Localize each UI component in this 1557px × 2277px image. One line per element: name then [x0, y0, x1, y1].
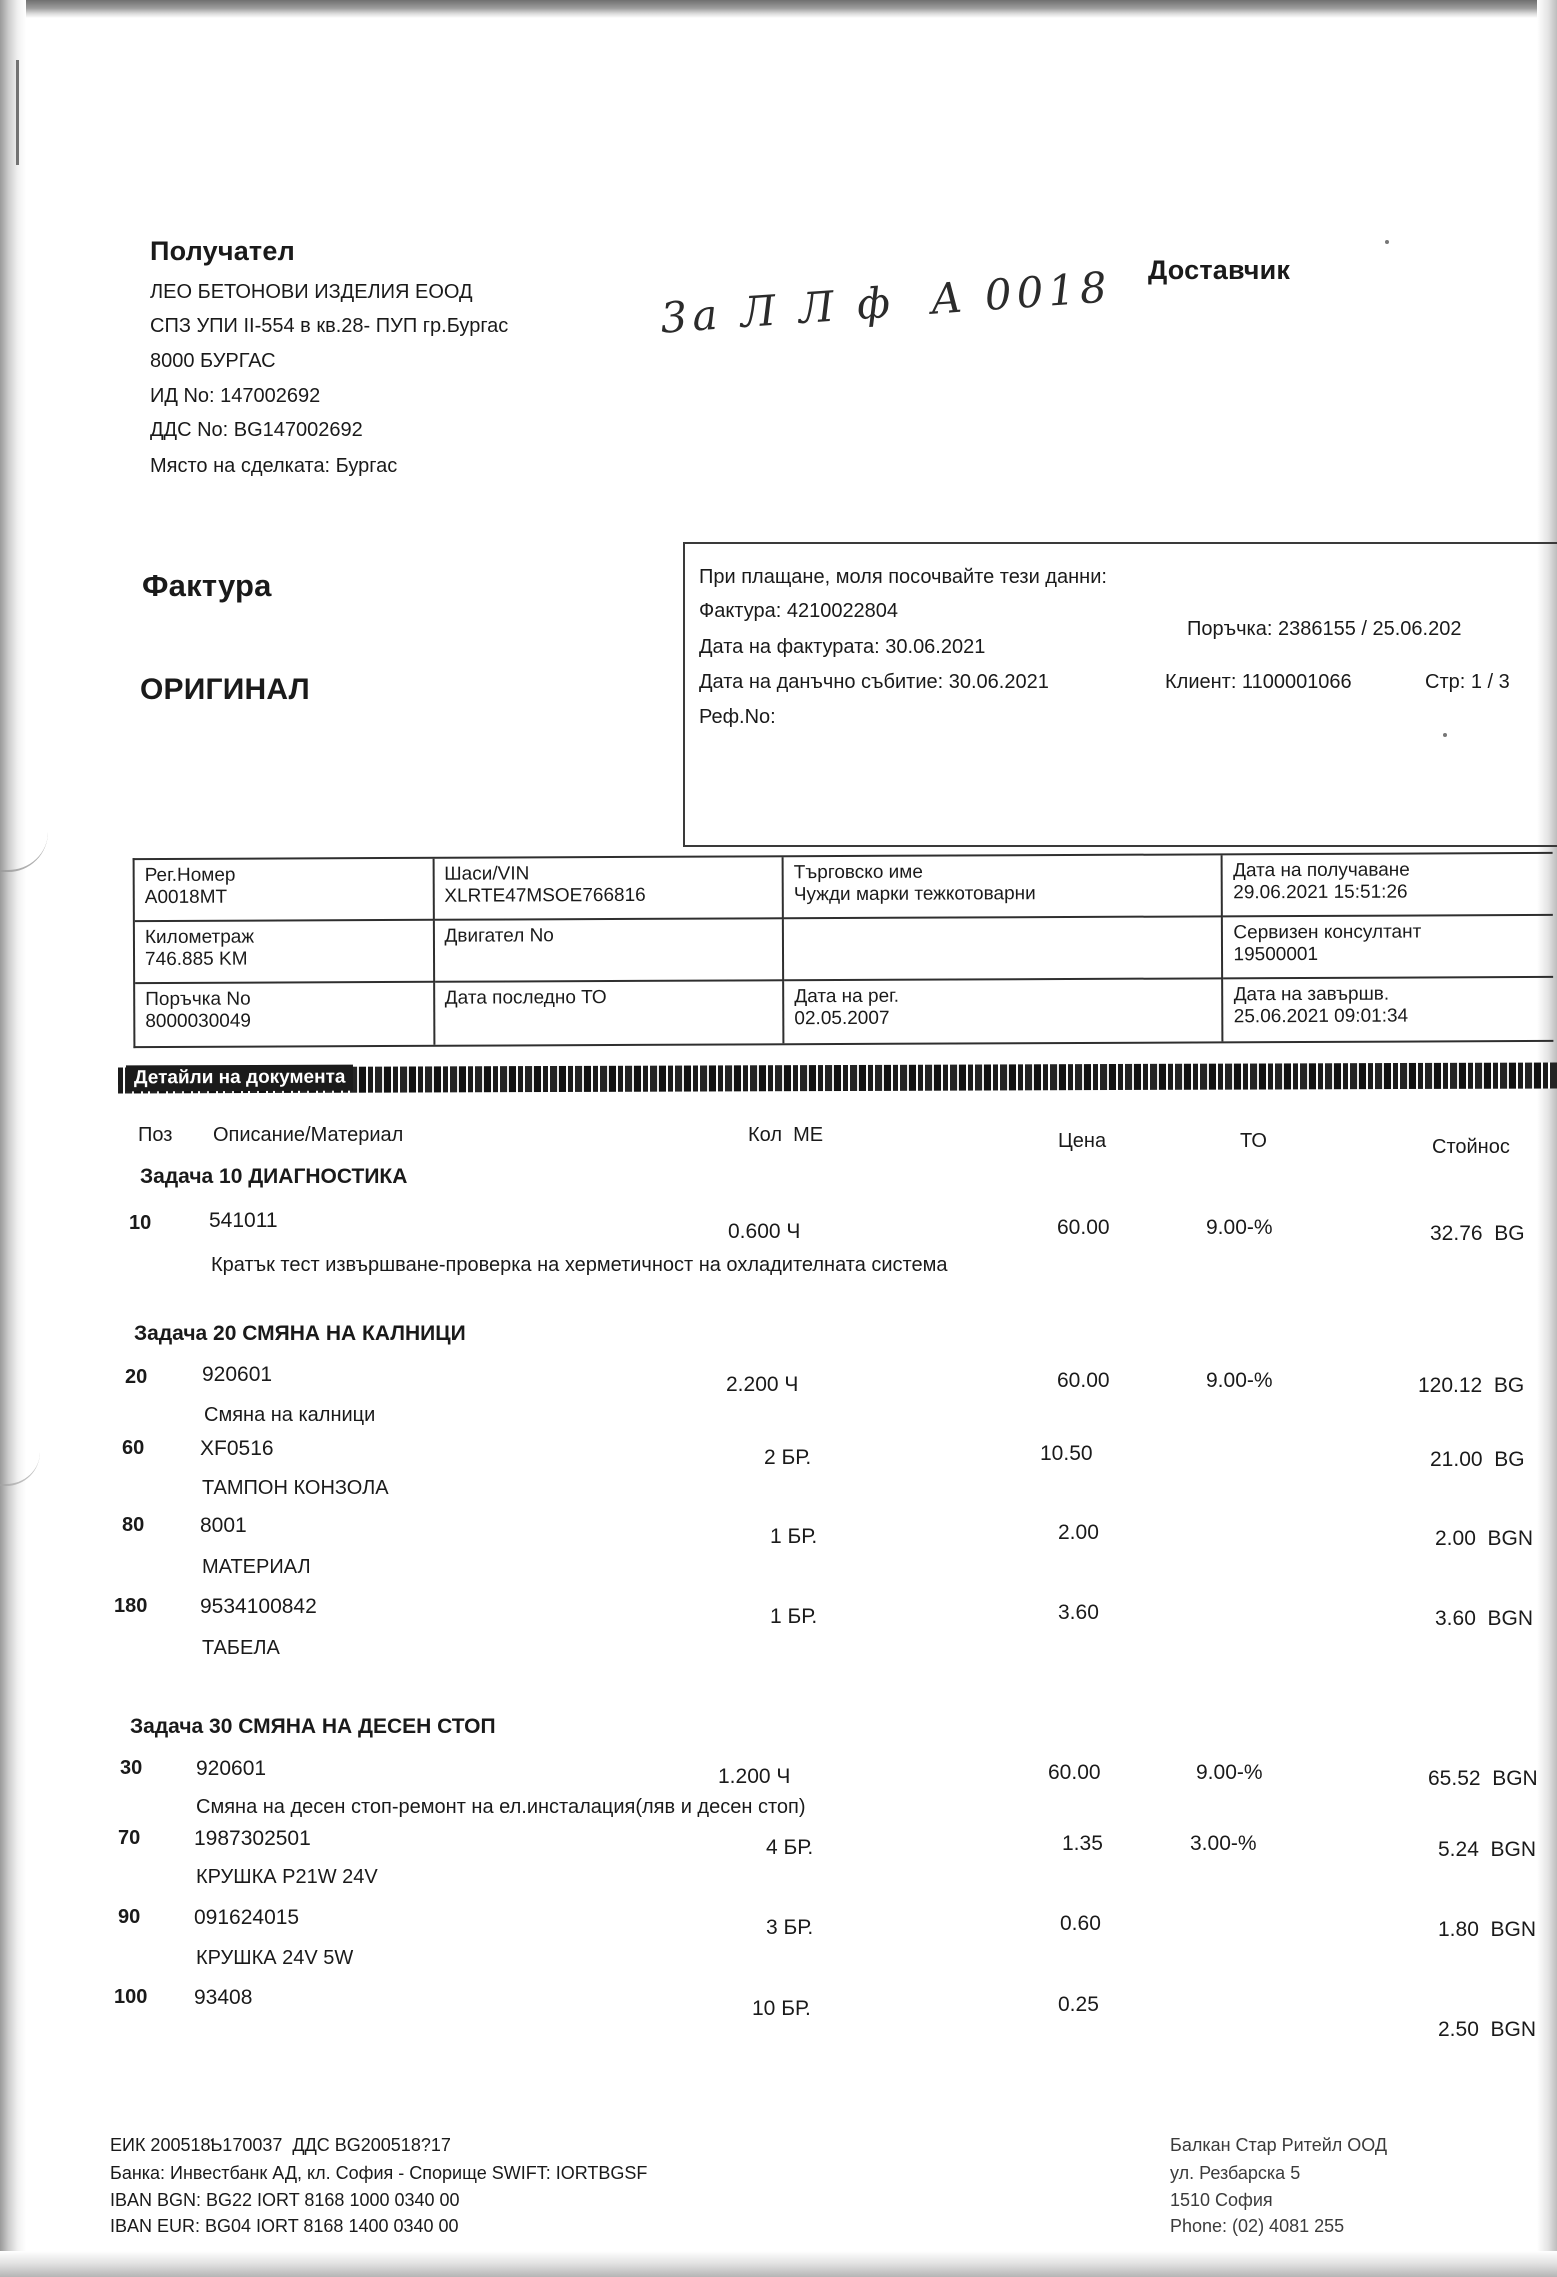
table-row — [135, 978, 1553, 1046]
paper-curl-mark — [0, 830, 48, 872]
recipient-line-3: ИД No: 147002692 — [150, 385, 321, 407]
scan-speck — [1385, 240, 1389, 244]
row-material: 920601 — [202, 1363, 273, 1386]
cell-reg-number — [135, 859, 435, 922]
row-qty: 4 БР. — [766, 1836, 814, 1859]
invoice-heading: Фактура — [142, 568, 272, 603]
payment-data-box — [683, 542, 1557, 847]
supplier-heading: Доставчик — [1148, 255, 1291, 285]
recipient-line-0: ЛЕО БЕТОНОВИ ИЗДЕЛИЯ ЕООД — [150, 281, 473, 303]
details-banner-label: Детайли на документа — [126, 1065, 354, 1092]
cell-label: Поръчка No — [145, 988, 251, 1011]
cell-value: A0018MT — [144, 886, 228, 908]
cell-label: Километраж — [144, 926, 255, 949]
cell-value: 19500001 — [1233, 943, 1319, 966]
column-header-pos: Поз — [138, 1124, 173, 1146]
row-description: КРУШКА 24V 5W — [196, 1947, 354, 1969]
recipient-line-1: СПЗ УПИ II-554 в кв.28- ПУП гр.Бургас — [150, 315, 509, 337]
row-material: 93408 — [194, 1986, 253, 2009]
cell-label: Дата на получаване — [1233, 859, 1410, 882]
cell-label: Рег.Номер — [144, 864, 236, 887]
row-amount: 3.60 BGN — [1435, 1607, 1534, 1630]
cell-vin — [434, 857, 784, 921]
footer-supplier-street: ул. Резбарска 5 — [1170, 2163, 1301, 2183]
payment-order-number: Поръчка: 2386155 / 25.06.202 — [1187, 618, 1462, 640]
row-qty: 10 БР. — [752, 1997, 811, 2020]
payment-invoice-date: Дата на фактурата: 30.06.2021 — [699, 636, 986, 658]
payment-tax-event-date: Дата на данъчно събитие: 30.06.2021 — [699, 671, 1049, 693]
cell-label: Сервизен консултант — [1233, 921, 1422, 944]
cell-value: 25.06.2021 09:01:34 — [1233, 1005, 1409, 1028]
cell-value: 29.06.2021 15:51:26 — [1233, 881, 1408, 904]
cell-received-date — [1223, 854, 1553, 917]
cell-mileage — [135, 921, 435, 984]
scan-top-shadow — [0, 0, 1557, 18]
table-row — [135, 854, 1553, 922]
row-price: 10.50 — [1040, 1442, 1093, 1465]
row-pos: 180 — [114, 1595, 148, 1617]
row-pos: 90 — [118, 1906, 141, 1928]
footer-iban-bgn: IBAN BGN: BG22 IORT 8168 1000 0340 00 — [110, 2190, 460, 2210]
cell-value: 746.885 KM — [144, 948, 248, 970]
cell-order-no — [135, 983, 435, 1046]
column-header-qty: Кол МЕ — [748, 1124, 824, 1146]
row-material: 9534100842 — [200, 1595, 317, 1618]
row-pos: 60 — [122, 1437, 145, 1459]
cell-value: XLRTE47MSOE766816 — [444, 884, 646, 907]
payment-note: При плащане, моля посочвайте тези данни: — [699, 566, 1107, 588]
column-header-amount: Стойнос — [1432, 1136, 1510, 1158]
row-description: КРУШКА P21W 24V — [196, 1866, 378, 1888]
row-description: ТАБЕЛА — [202, 1637, 280, 1659]
row-amount: 1.80 BGN — [1438, 1918, 1537, 1941]
row-material: 1987302501 — [194, 1827, 311, 1850]
row-amount: 32.76 BG — [1430, 1222, 1525, 1245]
scan-bottom-shadow — [0, 2251, 1557, 2277]
scan-left-edge — [0, 0, 26, 2277]
payment-invoice-number: Фактура: 4210022804 — [699, 600, 899, 622]
cell-value: Чужди марки тежкотоварни — [793, 883, 1036, 906]
recipient-heading: Получател — [150, 236, 295, 266]
recipient-line-2: 8000 БУРГАС — [150, 350, 276, 372]
row-amount: 2.00 BGN — [1435, 1527, 1534, 1550]
cell-registration-date — [784, 979, 1224, 1043]
row-pos: 10 — [129, 1212, 152, 1234]
row-description: ТАМПОН КОНЗОЛА — [202, 1477, 389, 1499]
footer-iban-eur: IBAN EUR: BG04 IORT 8168 1400 0340 00 — [110, 2216, 459, 2236]
row-price: 3.60 — [1058, 1601, 1099, 1624]
row-to: 9.00-% — [1206, 1216, 1273, 1239]
cell-trade-name — [784, 855, 1224, 919]
row-pos: 80 — [122, 1514, 145, 1536]
row-qty: 0.600 Ч — [728, 1220, 801, 1243]
row-description: Смяна на десен стоп-ремонт на ел.инсталация(ляв и десен стоп) — [196, 1796, 806, 1818]
row-to: 9.00-% — [1206, 1369, 1273, 1392]
cell-label: Шаси/VIN — [444, 863, 530, 885]
task-title: Задача 20 СМЯНА НА КАЛНИЦИ — [134, 1322, 466, 1345]
cell-label: Търговско име — [793, 861, 923, 884]
row-qty: 1 БР. — [770, 1525, 818, 1548]
footer-supplier-city: 1510 София — [1170, 2190, 1273, 2210]
cell-empty — [784, 917, 1224, 981]
cell-service-consultant — [1223, 916, 1553, 979]
cell-engine-no — [434, 919, 784, 983]
cell-value: 02.05.2007 — [794, 1007, 890, 1030]
row-to: 9.00-% — [1196, 1761, 1263, 1784]
footer-supplier-name: Балкан Стар Ритейл ООД — [1170, 2135, 1388, 2155]
row-qty: 2 БР. — [764, 1446, 812, 1469]
column-header-description: Описание/Материал — [213, 1124, 404, 1146]
payment-client: Клиент: 1100001066 — [1165, 671, 1352, 693]
row-price: 2.00 — [1058, 1521, 1099, 1544]
scan-left-crease — [16, 60, 19, 165]
row-price: 0.25 — [1058, 1993, 1099, 2016]
recipient-line-4: ДДС No: BG147002692 — [150, 419, 363, 441]
cell-label — [794, 922, 1213, 924]
original-heading: ОРИГИНАЛ — [140, 673, 310, 706]
paper-curl-mark-2 — [0, 1450, 40, 1486]
row-qty: 1 БР. — [770, 1605, 818, 1628]
footer-bank: Банка: Инвестбанк АД, кл. София - Спорище SWIFT: IORTBGSF — [110, 2163, 648, 2183]
row-qty: 3 БР. — [766, 1916, 814, 1939]
cell-label: Дата последно ТО — [444, 987, 607, 1009]
scan-right-edge — [1537, 0, 1557, 2277]
row-material: 8001 — [200, 1514, 247, 1537]
cell-label: Дата на завършв. — [1233, 983, 1390, 1006]
column-header-to: ТО — [1240, 1130, 1267, 1152]
recipient-line-5: Място на сделката: Бургас — [150, 455, 398, 477]
task-title: Задача 30 СМЯНА НА ДЕСЕН СТОП — [130, 1715, 496, 1738]
cell-label: Дата на рег. — [794, 985, 900, 1008]
task-title: Задача 10 ДИАГНОСТИКА — [140, 1165, 408, 1188]
row-amount: 21.00 BG — [1430, 1448, 1525, 1471]
cell-completion-date — [1224, 978, 1554, 1041]
footer-supplier-phone: Phone: (02) 4081 255 — [1170, 2216, 1345, 2236]
row-pos: 30 — [120, 1757, 143, 1779]
row-amount: 65.52 BGN — [1428, 1767, 1538, 1790]
row-qty: 2.200 Ч — [726, 1373, 799, 1396]
row-price: 1.35 — [1062, 1832, 1103, 1855]
cell-value — [794, 922, 1213, 924]
cell-label: Двигател No — [444, 925, 554, 947]
row-material: 920601 — [196, 1757, 267, 1780]
vehicle-info-table — [133, 852, 1554, 1048]
row-pos: 20 — [125, 1366, 148, 1388]
row-price: 0.60 — [1060, 1912, 1101, 1935]
row-pos: 100 — [114, 1986, 148, 2008]
cell-last-service-date — [435, 981, 785, 1045]
row-material: XF0516 — [200, 1437, 274, 1460]
row-to: 3.00-% — [1190, 1832, 1257, 1855]
table-row — [135, 916, 1553, 984]
row-price: 60.00 — [1057, 1216, 1110, 1239]
row-amount: 2.50 BGN — [1438, 2018, 1537, 2041]
row-pos: 70 — [118, 1827, 141, 1849]
row-material: 091624015 — [194, 1906, 300, 1929]
row-material: 541011 — [209, 1209, 278, 1232]
row-description: Кратък тест извършване-проверка на херметичност на охладителната система — [211, 1254, 948, 1276]
column-header-price: Цена — [1058, 1130, 1107, 1152]
cell-value: 8000030049 — [145, 1010, 252, 1032]
handwritten-annotation: 3a Л Л ф A 0018 — [658, 262, 1114, 343]
payment-ref-no: Реф.No: — [699, 706, 776, 728]
row-qty: 1.200 Ч — [718, 1765, 791, 1788]
row-amount: 120.12 BG — [1418, 1374, 1525, 1397]
payment-page: Стр: 1 / 3 — [1425, 671, 1510, 693]
row-description: Смяна на калници — [204, 1404, 376, 1426]
row-description: МАТЕРИАЛ — [202, 1556, 311, 1578]
row-price: 60.00 — [1057, 1369, 1110, 1392]
row-price: 60.00 — [1048, 1761, 1101, 1784]
footer-company-id: ЕИК 200518Ƅ170037 ДДС BG200518?17 — [110, 2135, 451, 2155]
row-amount: 5.24 BGN — [1438, 1838, 1537, 1861]
